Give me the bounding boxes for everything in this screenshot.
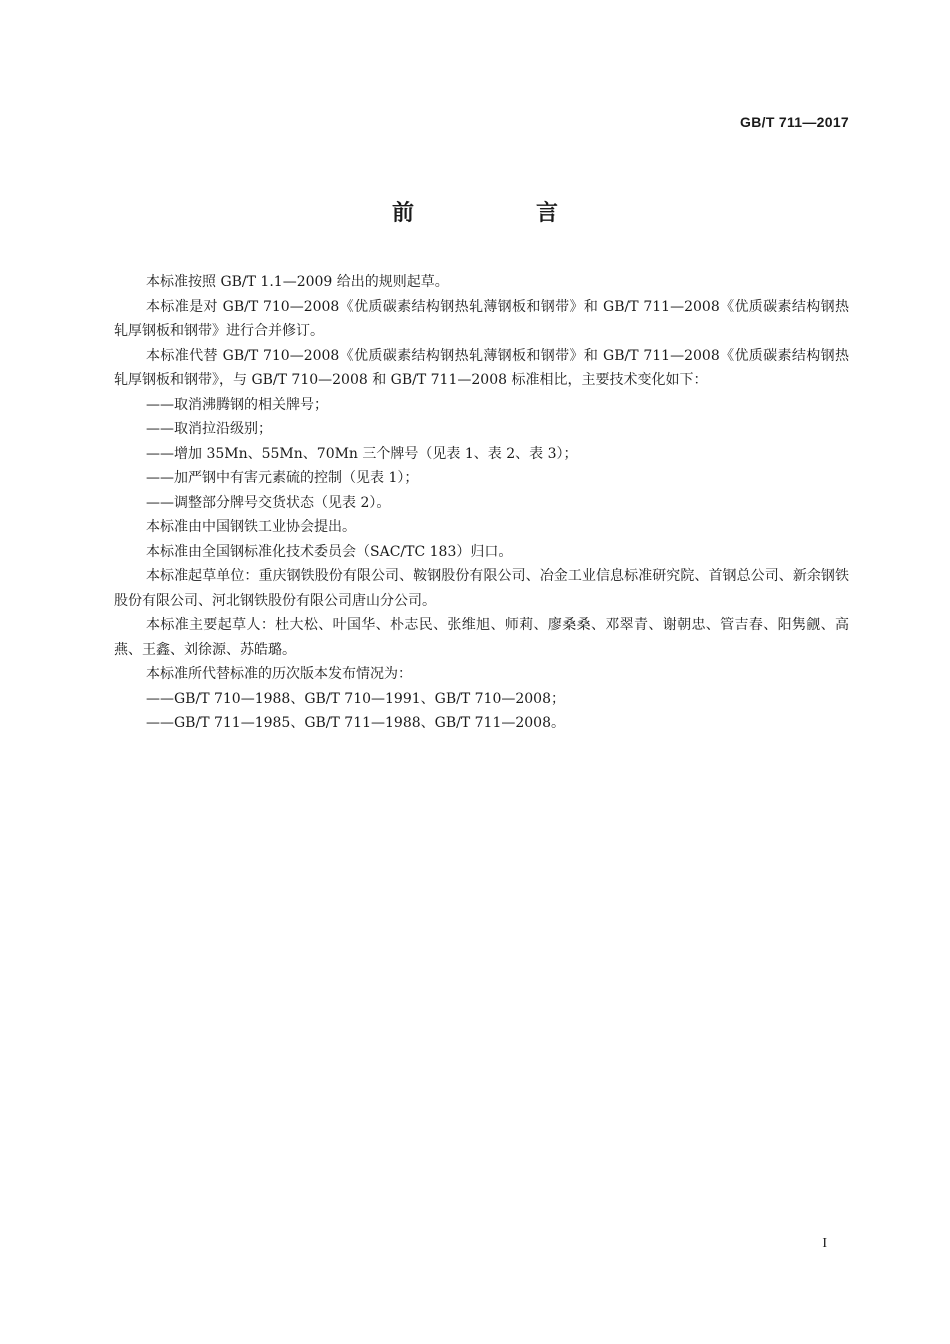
history-item-710: ——GB/T 710—1988、GB/T 710—1991、GB/T 710—2008； bbox=[146, 690, 565, 707]
paragraph-replacement: 本标准代替 GB/T 710—2008《优质碳素结构钢热轧薄钢板和钢带》和 GB/T 711—2008《优质碳素结构钢热轧厚钢板和钢带》，与 GB/T 710—2008 和 GB/T 711—2008 标准相比，主要技术变化如下： bbox=[114, 347, 849, 388]
history-item-711: ——GB/T 711—1985、GB/T 711—1988、GB/T 711—2008。 bbox=[146, 715, 565, 731]
paragraph-drafting-units: 本标准起草单位：重庆钢铁股份有限公司、鞍钢股份有限公司、冶金工业信息标准研究院、首钢总公司、新余钢铁股份有限公司、河北钢铁股份有限公司唐山分公司。 bbox=[114, 568, 849, 609]
paragraph-proposer: 本标准由中国钢铁工业协会提出。 bbox=[146, 519, 356, 535]
change-item-5: ——调整部分牌号交货状态（见表 2）。 bbox=[146, 494, 391, 511]
paragraph-committee: 本标准由全国钢标准化技术委员会（SAC/TC 183）归口。 bbox=[146, 543, 513, 560]
standard-code: GB/T 711—2017 bbox=[740, 114, 849, 130]
page-number: I bbox=[822, 1236, 827, 1251]
paragraph-history-intro: 本标准所代替标准的历次版本发布情况为： bbox=[146, 666, 412, 682]
change-item-4: ——加严钢中有害元素硫的控制（见表 1）； bbox=[146, 470, 419, 486]
change-item-1: ——取消沸腾钢的相关牌号； bbox=[146, 396, 328, 413]
foreword-body bbox=[114, 270, 849, 736]
paragraph-drafting-rules: 本标准按照 GB/T 1.1—2009 给出的规则起草。 bbox=[146, 274, 449, 290]
paragraph-revision-scope: 本标准是对 GB/T 710—2008《优质碳素结构钢热轧薄钢板和钢带》和 GB/T 711—2008《优质碳素结构钢热轧厚钢板和钢带》进行合并修订。 bbox=[114, 298, 849, 339]
page-title: 前 言 bbox=[391, 201, 608, 226]
paragraph-drafters: 本标准主要起草人：杜大松、叶国华、朴志民、张维旭、师莉、廖桑桑、邓翠青、谢朝忠、管吉春、阳隽觎、高燕、王鑫、刘徐源、苏皓璐。 bbox=[114, 617, 849, 658]
change-item-2: ——取消拉沿级别； bbox=[146, 421, 272, 437]
change-item-3: ——增加 35Mn、55Mn、70Mn 三个牌号（见表 1、表 2、表 3）； bbox=[146, 445, 578, 462]
